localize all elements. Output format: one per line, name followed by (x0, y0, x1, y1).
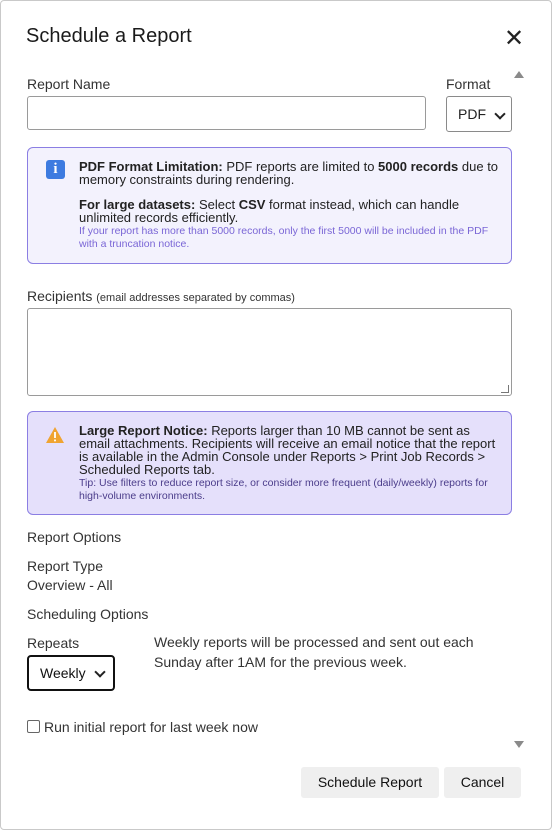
repeats-select[interactable] (27, 655, 115, 691)
scroll-up-arrow-icon[interactable] (514, 71, 524, 79)
large-datasets-heading: For large datasets: (79, 197, 196, 212)
resize-handle-icon[interactable] (501, 385, 509, 393)
report-options-heading: Report Options (27, 529, 122, 545)
repeats-label: Repeats (27, 635, 80, 651)
large-report-text (79, 424, 499, 476)
format-select[interactable] (446, 96, 512, 132)
cancel-button[interactable]: Cancel (444, 767, 521, 798)
pdf-limit-records: 5000 records (378, 159, 459, 174)
format-label: Format (446, 76, 491, 92)
large-report-heading: Large Report Notice: (79, 423, 208, 438)
run-initial-report-checkbox[interactable] (27, 720, 40, 733)
report-name-label: Report Name (27, 76, 111, 92)
chevron-down-icon (494, 108, 505, 119)
schedule-report-button[interactable]: Schedule Report (301, 767, 439, 798)
run-initial-report-label[interactable]: Run initial report for last week now (44, 719, 258, 735)
scroll-down-arrow-icon[interactable] (514, 741, 524, 749)
scrollbar[interactable] (512, 67, 526, 751)
recipients-label (27, 288, 295, 304)
recipients-hint: (email addresses separated by commas) (96, 292, 295, 304)
scheduling-options-heading: Scheduling Options (27, 606, 149, 622)
info-icon: i (46, 160, 65, 179)
truncation-note: If your report has more than 5000 records, only the first 5000 will be included in the PDF with a truncation notice. (79, 225, 489, 250)
pdf-limitation-text (79, 160, 499, 186)
warning-icon (45, 426, 65, 444)
pdf-limit-text-a: PDF reports are limited to (222, 159, 379, 174)
format-selected-value: PDF (458, 106, 486, 122)
report-type-label: Report Type (27, 558, 104, 574)
large-report-tip: Tip: Use filters to reduce report size, or consider more frequent (daily/weekly) reports for high-volume environments. (79, 477, 488, 502)
large-datasets-csv: CSV (238, 197, 266, 212)
report-name-input[interactable] (27, 96, 426, 130)
large-datasets-text-a: Select (195, 197, 239, 212)
pdf-limit-text-b: due to memory constraints during rendering. (79, 159, 499, 187)
chevron-down-icon (94, 666, 105, 677)
pdf-limitation-heading: PDF Format Limitation: (79, 159, 223, 174)
large-report-body: Reports larger than 10 MB cannot be sent as email attachments. Recipients will receive an email notice that the report is available in the Admin Console under Reports > Print Job Records > Scheduled Reports tab. (79, 423, 496, 477)
large-datasets-text-b: format instead, which can handle unlimited records efficiently. (79, 197, 460, 225)
pdf-limitation-notice (27, 147, 512, 264)
recipients-textarea[interactable] (27, 308, 512, 396)
repeats-selected-value: Weekly (40, 665, 86, 681)
weekly-schedule-note: Weekly reports will be processed and sent out each Sunday after 1AM for the previous week. (154, 634, 474, 670)
report-type-value: Overview - All (27, 577, 113, 593)
recipients-label-text: Recipients (27, 288, 93, 304)
large-report-notice (27, 411, 512, 515)
close-button[interactable]: ✕ (503, 25, 525, 52)
dialog-title: Schedule a Report (26, 25, 192, 47)
large-datasets-text (79, 198, 499, 224)
